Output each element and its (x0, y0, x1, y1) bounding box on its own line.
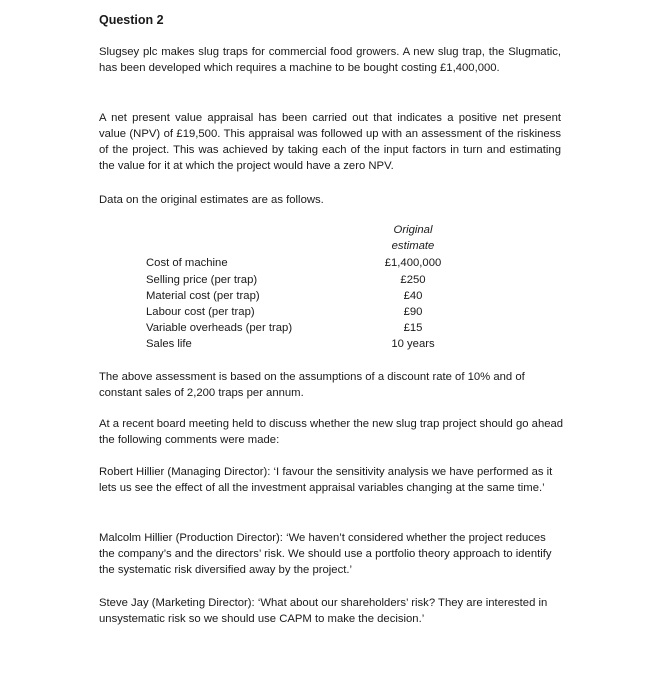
table-row (146, 320, 466, 336)
intro-paragraph: Slugsey plc makes slug traps for commercial food growers. A new slug trap, the Slugmatic, has been developed which requires a machine to be bought costing £1,400,000. (99, 46, 561, 74)
row-value: £90 (403, 306, 423, 318)
data-intro-paragraph: Data on the original estimates are as follows. (99, 194, 324, 206)
table-row (146, 272, 466, 288)
row-value: 10 years (391, 338, 435, 350)
estimates-table (146, 222, 466, 352)
npv-paragraph: A net present value appraisal has been carried out that indicates a positive net present value (NPV) of £19,500. This appraisal was followed up with an assessment of the riskiness of the project. This was achieved by taking each of the input factors in turn and estimating the value for it at which the project would have a zero NPV. (99, 112, 561, 172)
row-label: Sales life (146, 338, 192, 350)
row-label: Labour cost (per trap) (146, 306, 255, 318)
column-header-estimate: estimate (391, 240, 435, 252)
table-row (146, 336, 466, 352)
row-value: £15 (403, 322, 423, 334)
row-value: £250 (400, 274, 426, 286)
row-label: Material cost (per trap) (146, 290, 260, 302)
robert-comment-paragraph: Robert Hillier (Managing Director): ‘I favour the sensitivity analysis we have performed as it lets us see the effect of all the investment appraisal variables changing at the same time.’ (99, 466, 553, 494)
table-row (146, 288, 466, 304)
steve-comment-paragraph: Steve Jay (Marketing Director): ‘What about our shareholders’ risk? They are interested in unsystematic risk so we should use CAPM to make the decision.’ (99, 597, 548, 625)
row-label: Selling price (per trap) (146, 274, 258, 286)
board-meeting-paragraph: At a recent board meeting held to discuss whether the new slug trap project should go ahead the following comments were made: (99, 418, 564, 446)
row-value: £1,400,000 (384, 257, 442, 269)
row-label: Variable overheads (per trap) (146, 322, 293, 334)
table-row (146, 255, 466, 271)
malcolm-comment-paragraph: Malcolm Hillier (Production Director): ‘We haven’t considered whether the project reduces the company’s and the directors’ risk. We should use a portfolio theory approach to identify the systematic risk diversified away by the project.’ (99, 532, 552, 576)
question-heading: Question 2 (99, 13, 164, 27)
table-row (146, 304, 466, 320)
assumptions-paragraph: The above assessment is based on the assumptions of a discount rate of 10% and of constant sales of 2,200 traps per annum. (99, 371, 525, 399)
row-label: Cost of machine (146, 257, 228, 269)
row-value: £40 (403, 290, 423, 302)
column-header-original: Original (393, 224, 433, 236)
